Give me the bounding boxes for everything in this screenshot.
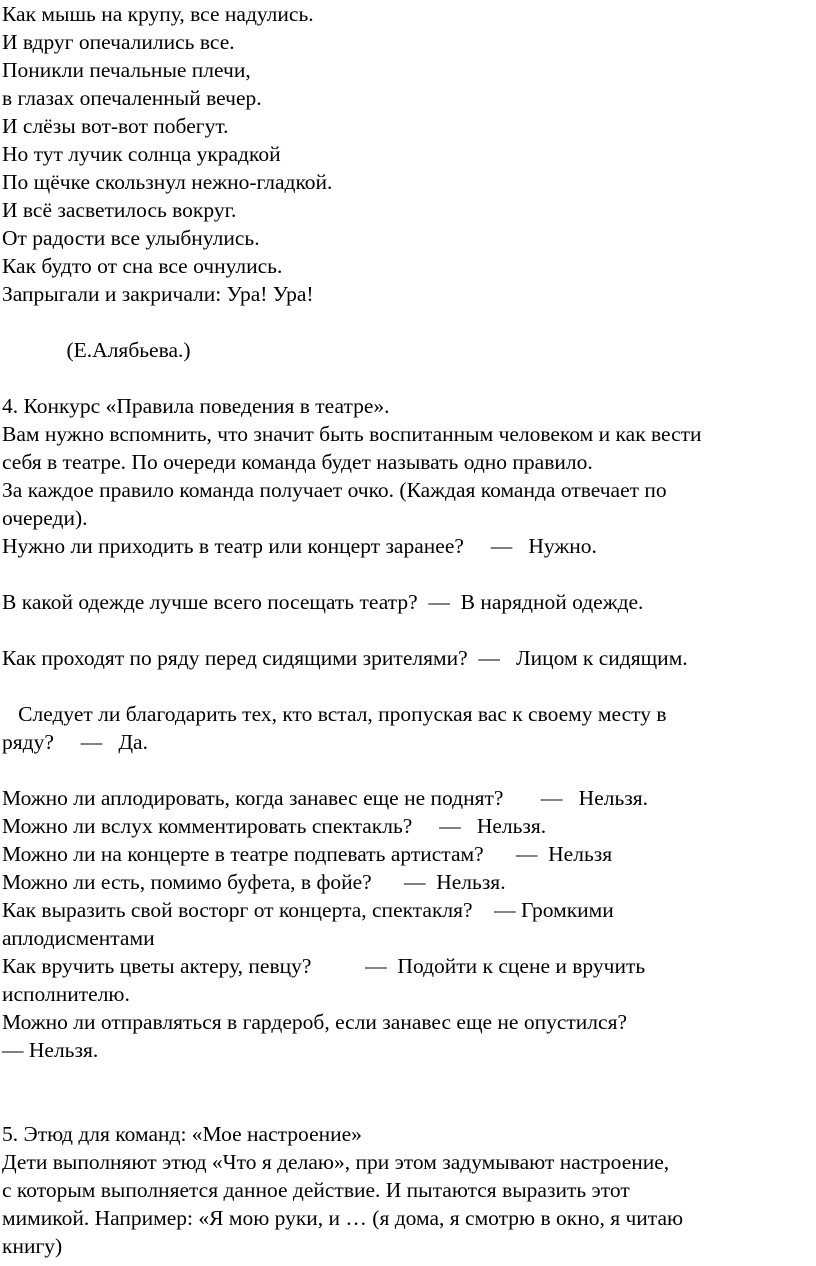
qa-line: Следует ли благодарить тех, кто встал, пропуская вас к своему месту в bbox=[2, 702, 667, 726]
qa-line: исполнителю. bbox=[2, 982, 130, 1006]
poem-line: Как мышь на крупу, все надулись. bbox=[2, 2, 314, 26]
poem-line: Как будто от сна все очнулись. bbox=[2, 254, 283, 278]
poem-line: Но тут лучик солнца украдкой bbox=[2, 142, 281, 166]
paragraph-line: себя в театре. По очереди команда будет называть одно правило. bbox=[2, 450, 593, 474]
paragraph-line: Вам нужно вспомнить, что значит быть воспитанным человеком и как вести bbox=[2, 422, 702, 446]
paragraph-line: Дети выполняют этюд «Что я делаю», при этом задумывают настроение, bbox=[2, 1150, 670, 1174]
qa-line: Как выразить свой восторг от концерта, спектакля? — Громкими bbox=[2, 898, 614, 922]
poem-line: И вдруг опечалились все. bbox=[2, 30, 235, 54]
poem-author: (Е.Алябьева.) bbox=[2, 338, 191, 362]
poem-line: в глазах опечаленный вечер. bbox=[2, 86, 262, 110]
paragraph-line: мимикой. Например: «Я мою руки, и … (я дома, я смотрю в окно, я читаю bbox=[2, 1206, 684, 1230]
poem-line: От радости все улыбнулись. bbox=[2, 226, 260, 250]
section-heading: 4. Конкурс «Правила поведения в театре». bbox=[2, 394, 390, 418]
poem-line: И всё засветилось вокруг. bbox=[2, 198, 237, 222]
qa-line: Можно ли отправляться в гардероб, если занавес еще не опустился? bbox=[2, 1010, 628, 1034]
qa-line: ряду? — Да. bbox=[2, 730, 148, 754]
qa-line: Можно ли есть, помимо буфета, в фойе? — Нельзя. bbox=[2, 870, 506, 894]
qa-line: Как проходят по ряду перед сидящими зрителями? — Лицом к сидящим. bbox=[2, 646, 688, 670]
qa-line: Можно ли вслух комментировать спектакль? — Нельзя. bbox=[2, 814, 547, 838]
qa-line: — Нельзя. bbox=[2, 1038, 99, 1062]
paragraph-line: За каждое правило команда получает очко. (Каждая команда отвечает по bbox=[2, 478, 667, 502]
poem-line: По щёчке скользнул нежно-гладкой. bbox=[2, 170, 333, 194]
section-heading: 5. Этюд для команд: «Мое настроение» bbox=[2, 1122, 362, 1146]
paragraph-line: очереди). bbox=[2, 506, 88, 530]
qa-line: Нужно ли приходить в театр или концерт заранее? — Нужно. bbox=[2, 534, 597, 558]
qa-line: Можно ли аплодировать, когда занавес еще не поднят? — Нельзя. bbox=[2, 786, 649, 810]
paragraph-line: книгу) bbox=[2, 1234, 63, 1258]
qa-line: Можно ли на концерте в театре подпевать артистам? — Нельзя bbox=[2, 842, 613, 866]
qa-line: Как вручить цветы актеру, певцу? — Подойти к сцене и вручить bbox=[2, 954, 646, 978]
poem-line: Запрыгали и закричали: Ура! Ура! bbox=[2, 282, 314, 306]
poem-line: Поникли печальные плечи, bbox=[2, 58, 251, 82]
qa-line: аплодисментами bbox=[2, 926, 155, 950]
paragraph-line: с которым выполняется данное действие. И пытаются выразить этот bbox=[2, 1178, 630, 1202]
qa-line: В какой одежде лучше всего посещать театр? — В нарядной одежде. bbox=[2, 590, 644, 614]
poem-line: И слёзы вот-вот побегут. bbox=[2, 114, 229, 138]
